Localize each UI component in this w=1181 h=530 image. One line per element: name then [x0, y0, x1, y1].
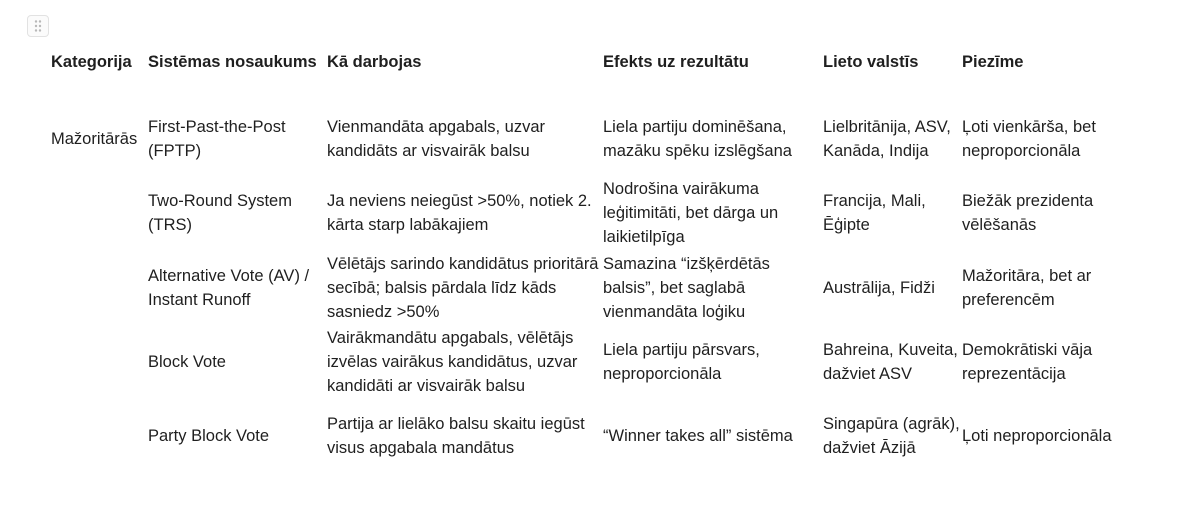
cell-how-it-works: Vienmandāta apgabals, uzvar kandidāts ar visvairāk balsu	[327, 118, 546, 160]
cell-countries: Francija, Mali, Ēģipte	[823, 192, 926, 234]
cell-category	[49, 250, 146, 325]
cell-system-name: Two-Round System (TRS)	[148, 192, 292, 234]
cell-category	[49, 325, 146, 399]
drag-handle-icon	[33, 19, 43, 33]
cell-effect: Liela partiju dominēšana, mazāku spēku izslēgšana	[603, 118, 792, 160]
cell-note: Mažoritāra, bet ar preferencēm	[962, 266, 1092, 309]
cell-how-it-works: Partija ar lielāko balsu skaitu iegūst visus apgabala mandātus	[327, 415, 585, 457]
header-how-it-works: Kā darbojas	[327, 53, 422, 71]
cell-countries: Lielbritānija, ASV, Kanāda, Indija	[823, 118, 951, 160]
cell-system-name: Block Vote	[148, 353, 226, 371]
cell-note: Biežāk prezidenta vēlēšanās	[962, 192, 1094, 234]
cell-system-name: Party Block Vote	[148, 427, 270, 445]
cell-category: Mažoritārās	[51, 130, 138, 148]
table-row	[49, 250, 1139, 325]
cell-system-name: Alternative Vote (AV) / Instant Runoff	[148, 266, 310, 309]
table-row	[49, 325, 1139, 399]
header-system-name: Sistēmas nosaukums	[148, 53, 317, 71]
table-header-row	[49, 38, 1139, 86]
systems-table	[49, 38, 1139, 473]
cell-countries: Bahreina, Kuveita, dažviet ASV	[823, 341, 958, 383]
cell-category	[49, 399, 146, 473]
drag-handle[interactable]	[27, 15, 49, 37]
cell-how-it-works: Vēlētājs sarindo kandidātus prioritārā secībā; balsis pārdala līdz kāds sasniedz >50%	[327, 254, 599, 321]
cell-note: Ļoti vienkārša, bet neproporcionāla	[962, 118, 1096, 160]
cell-countries: Singapūra (agrāk), dažviet Āzijā	[823, 415, 960, 457]
table-row	[49, 399, 1139, 473]
header-countries: Lieto valstīs	[823, 53, 919, 71]
cell-note: Ļoti neproporcionāla	[962, 427, 1112, 445]
cell-effect: Samazina “izšķērdētās balsis”, bet saglabā vienmandāta loģiku	[603, 254, 770, 321]
cell-note: Demokrātiski vāja reprezentācija	[962, 341, 1093, 383]
table-row	[49, 176, 1139, 250]
cell-how-it-works: Vairākmandātu apgabals, vēlētājs izvēlas vairākus kandidātus, uzvar kandidāti ar visvairāk balsu	[327, 329, 578, 395]
cell-effect: Nodrošina vairākuma leģitimitāti, bet dārga un laikietilpīga	[603, 180, 779, 246]
header-category: Kategorija	[51, 53, 132, 71]
cell-effect: “Winner takes all” sistēma	[603, 427, 793, 445]
cell-countries: Austrālija, Fidži	[823, 278, 935, 297]
header-note: Piezīme	[962, 53, 1024, 71]
cell-how-it-works: Ja neviens neiegūst >50%, notiek 2. kārta starp labākajiem	[327, 192, 592, 234]
cell-category	[49, 176, 146, 250]
cell-system-name: First-Past-the-Post (FPTP)	[148, 118, 286, 160]
table-row	[49, 86, 1139, 176]
cell-effect: Liela partiju pārsvars, neproporcionāla	[603, 341, 760, 383]
header-effect: Efekts uz rezultātu	[603, 53, 749, 71]
